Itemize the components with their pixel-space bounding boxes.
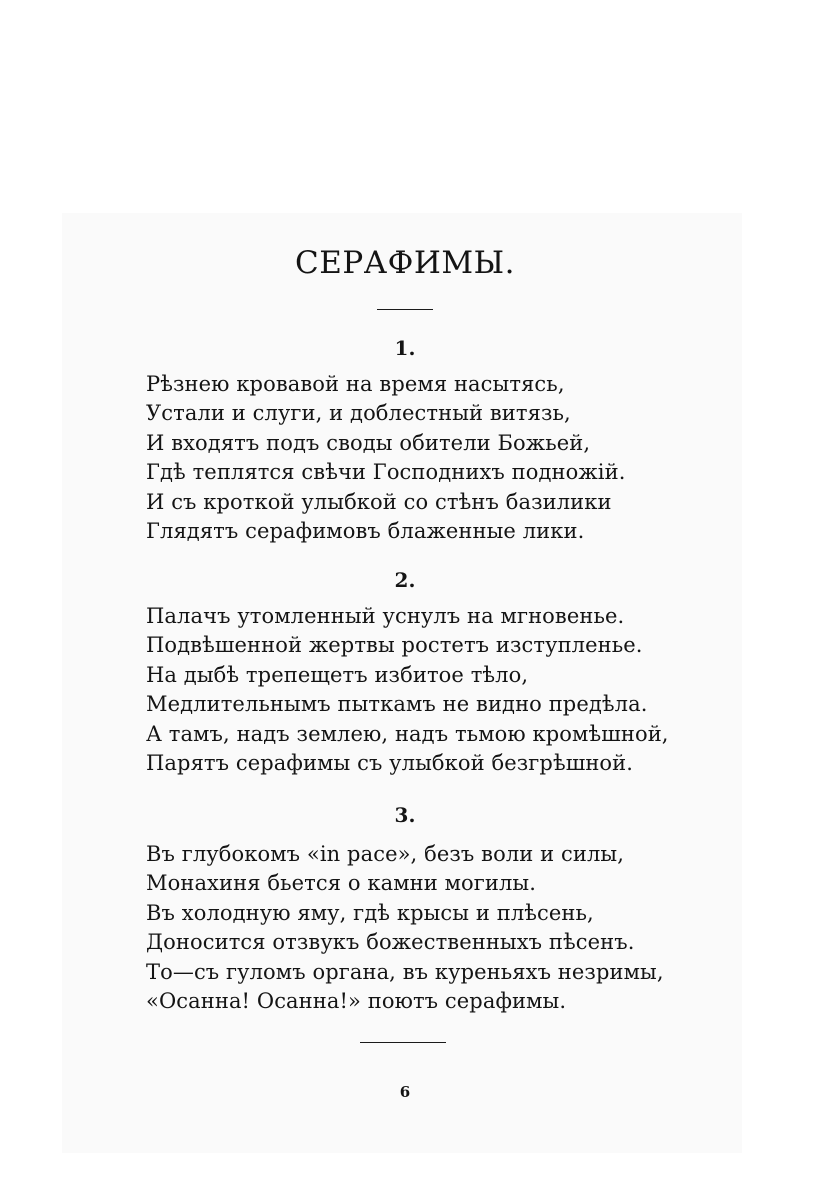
verse-line: Глядятъ серафимовъ блаженные лики.: [146, 518, 585, 543]
stanza-3: [146, 840, 664, 1016]
verse-line: И входятъ подъ своды обители Божьей,: [146, 430, 591, 455]
verse-line: Въ холодную яму, гдѣ крысы и плѣсень,: [146, 900, 594, 925]
stanza-2: [146, 602, 669, 778]
verse-line: А тамъ, надъ землею, надъ тьмою кромѣшной,: [146, 721, 669, 746]
verse-line: Рѣзнею кровавой на время насытясь,: [146, 372, 565, 396]
verse-line: На дыбѣ трепещетъ избитое тѣло,: [146, 662, 529, 687]
verse-line: Палачъ утомленный уснулъ на мгновенье.: [146, 604, 625, 628]
verse-line: Подвѣшенной жертвы ростетъ изступленье.: [146, 633, 643, 658]
verse-line: Гдѣ теплятся свѣчи Господнихъ подножій.: [146, 460, 626, 485]
verse-line: Парятъ серафимы съ улыбкой безгрѣшной.: [146, 750, 634, 775]
section-number-3: 3.: [394, 803, 416, 827]
verse-line: И съ кроткой улыбкой со стѣнъ базилики: [146, 489, 612, 514]
poem-title: СЕРАФИМЫ.: [294, 245, 516, 281]
verse-line: Монахиня бьется о камни могилы.: [146, 871, 537, 896]
title-rule: [377, 309, 433, 310]
verse-line: Въ глубокомъ «in pace», безъ воли и силы,: [146, 842, 625, 866]
stanza-1: [146, 370, 625, 546]
page-number: 6: [399, 1083, 411, 1101]
section-number-1: 1.: [394, 336, 416, 360]
verse-line: Медлительнымъ пыткамъ не видно предѣла.: [146, 692, 648, 717]
verse-line: То—съ гуломъ органа, въ куреньяхъ незримы,: [146, 959, 664, 984]
verse-line: Устали и слуги, и доблестный витязь,: [146, 401, 571, 426]
section-number-2: 2.: [394, 568, 416, 592]
closing-rule: [360, 1042, 446, 1043]
verse-line: «Осанна! Осанна!» поютъ серафимы.: [146, 988, 567, 1013]
verse-line: Доносится отзвукъ божественныхъ пѣсенъ.: [146, 930, 635, 955]
